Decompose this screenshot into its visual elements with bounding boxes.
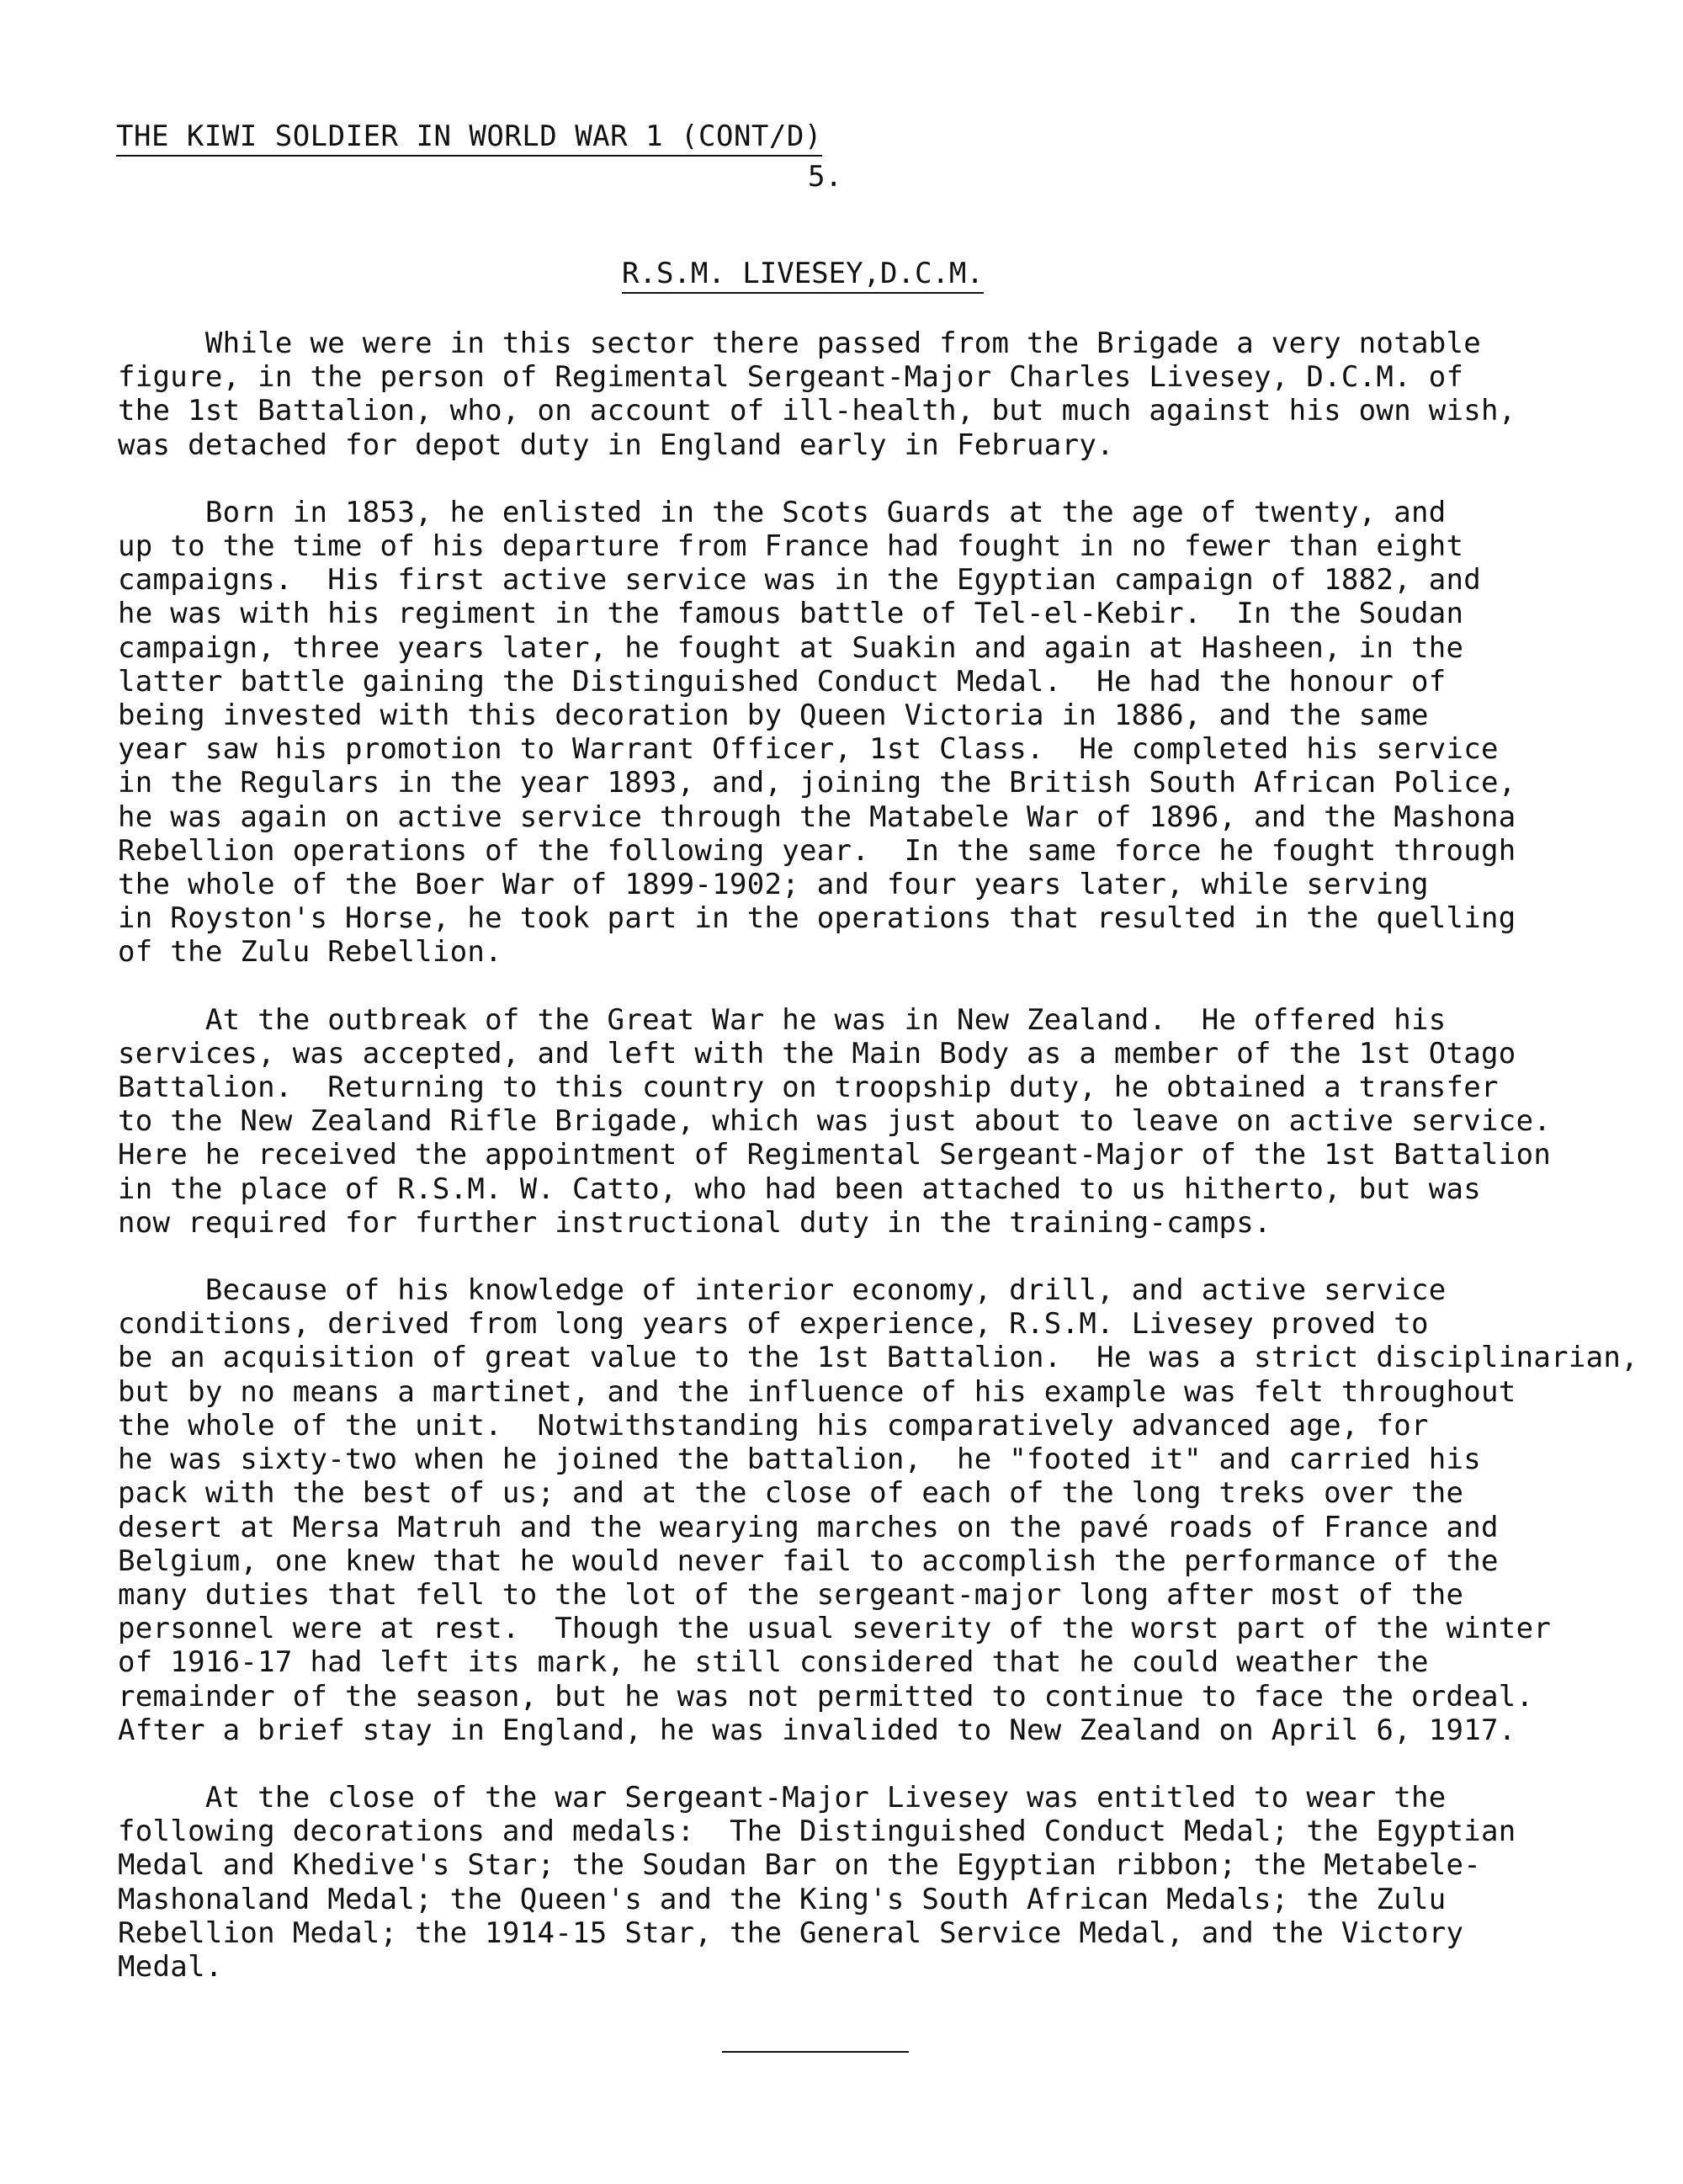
- text-line: now required for further instructional duty in the training-camps.: [118, 1205, 1272, 1240]
- text-line: desert at Mersa Matruh and the wearying marches on the pavé roads of France and: [118, 1510, 1499, 1544]
- text-line: After a brief stay in England, he was invalided to New Zealand on April 6, 1917.: [118, 1713, 1516, 1747]
- text-line: up to the time of his departure from France had fought in no fewer than eight: [118, 529, 1464, 564]
- page-number: 5.: [808, 160, 842, 194]
- text-line: latter battle gaining the Distinguished Conduct Medal. He had the honour of: [118, 664, 1447, 699]
- text-line: campaigns. His first active service was in the Egyptian campaign of 1882, and: [118, 563, 1482, 598]
- text-line: many duties that fell to the lot of the sergeant-major long after most of the: [118, 1577, 1464, 1612]
- text-line: conditions, derived from long years of experience, R.S.M. Livesey proved to: [118, 1307, 1429, 1342]
- running-header-title: [116, 120, 822, 153]
- paragraph-4: [118, 1273, 1649, 1747]
- paragraph-3: [118, 1003, 1649, 1240]
- header-title-cont: (CONT/D): [681, 120, 822, 157]
- text-line: Belgium, one knew that he would never fail to accomplish the performance of the: [118, 1544, 1499, 1578]
- text-line: services, was accepted, and left with the Main Body as a member of the 1st Otago: [118, 1036, 1516, 1071]
- text-line: remainder of the season, but he was not permitted to continue to face the ordeal.: [118, 1679, 1534, 1714]
- text-line: Rebellion operations of the following year. In the same force he fought through: [118, 833, 1516, 868]
- text-line: but by no means a martinet, and the influence of his example was felt throughout: [118, 1374, 1516, 1409]
- text-line: Rebellion Medal; the 1914-15 Star, the General Service Medal, and the Victory: [118, 1916, 1464, 1950]
- text-line: he was again on active service through the Matabele War of 1896, and the Mashona: [118, 800, 1516, 834]
- text-line: in the place of R.S.M. W. Catto, who had been attached to us hitherto, but was: [118, 1172, 1482, 1206]
- text-line: he was sixty-two when he joined the battalion, he "footed it" and carried his: [118, 1443, 1482, 1477]
- text-line: While we were in this sector there passed from the Brigade a very notable: [118, 327, 1482, 360]
- text-line: At the outbreak of the Great War he was in New Zealand. He offered his: [118, 1002, 1447, 1037]
- text-line: Medal and Khedive's Star; the Soudan Bar on the Egyptian ribbon; the Metabele-: [118, 1848, 1482, 1883]
- text-line: was detached for depot duty in England early in February.: [118, 428, 1114, 462]
- text-line: following decorations and medals: The Distinguished Conduct Medal; the Egyptian: [118, 1815, 1516, 1849]
- body-text: [118, 327, 1649, 2017]
- text-line: Because of his knowledge of interior economy, drill, and active service: [118, 1273, 1447, 1308]
- text-line: campaign, three years later, he fought at Suakin and again at Hasheen, in the: [118, 630, 1464, 665]
- text-line: year saw his promotion to Warrant Officer, 1st Class. He completed his service: [118, 732, 1499, 767]
- text-line: Medal.: [118, 1949, 223, 1984]
- closing-divider: [722, 2051, 909, 2053]
- header-title-main: THE KIWI SOLDIER IN WORLD WAR 1: [116, 120, 681, 157]
- text-line: the 1st Battalion, who, on account of ill-health, but much against his own wish,: [118, 394, 1516, 428]
- text-line: personnel were at rest. Though the usual severity of the worst part of the winter: [118, 1612, 1552, 1646]
- paragraph-1: [118, 327, 1649, 462]
- text-line: At the close of the war Sergeant-Major Livesey was entitled to wear the: [118, 1780, 1447, 1815]
- text-line: Born in 1853, he enlisted in the Scots Guards at the age of twenty, and: [118, 495, 1447, 529]
- text-line: being invested with this decoration by Queen Victoria in 1886, and the same: [118, 699, 1429, 733]
- text-line: the whole of the Boer War of 1899-1902; and four years later, while serving: [118, 868, 1429, 902]
- section-heading: R.S.M. LIVESEY,D.C.M.: [622, 257, 984, 294]
- text-line: pack with the best of us; and at the close of each of the long treks over the: [118, 1476, 1464, 1511]
- text-line: figure, in the person of Regimental Sergeant-Major Charles Livesey, D.C.M. of: [118, 360, 1464, 395]
- text-line: of 1916-17 had left its mark, he still considered that he could weather the: [118, 1645, 1429, 1680]
- paragraph-2: [118, 496, 1649, 970]
- text-line: he was with his regiment in the famous battle of Tel-el-Kebir. In the Soudan: [118, 597, 1464, 631]
- text-line: the whole of the unit. Notwithstanding his comparatively advanced age, for: [118, 1408, 1429, 1443]
- text-line: in the Regulars in the year 1893, and, joining the British South African Police,: [118, 766, 1516, 800]
- text-line: Here he received the appointment of Regimental Sergeant-Major of the 1st Battalion: [118, 1138, 1552, 1172]
- text-line: to the New Zealand Rifle Brigade, which was just about to leave on active service.: [118, 1104, 1552, 1139]
- text-line: Battalion. Returning to this country on troopship duty, he obtained a transfer: [118, 1071, 1499, 1105]
- text-line: be an acquisition of great value to the 1st Battalion. He was a strict disciplinarian,: [118, 1341, 1638, 1375]
- text-line: Mashonaland Medal; the Queen's and the King's South African Medals; the Zulu: [118, 1882, 1447, 1916]
- text-line: in Royston's Horse, he took part in the operations that resulted in the quelling: [118, 901, 1516, 936]
- text-line: of the Zulu Rebellion.: [118, 935, 502, 970]
- paragraph-5: [118, 1781, 1649, 1984]
